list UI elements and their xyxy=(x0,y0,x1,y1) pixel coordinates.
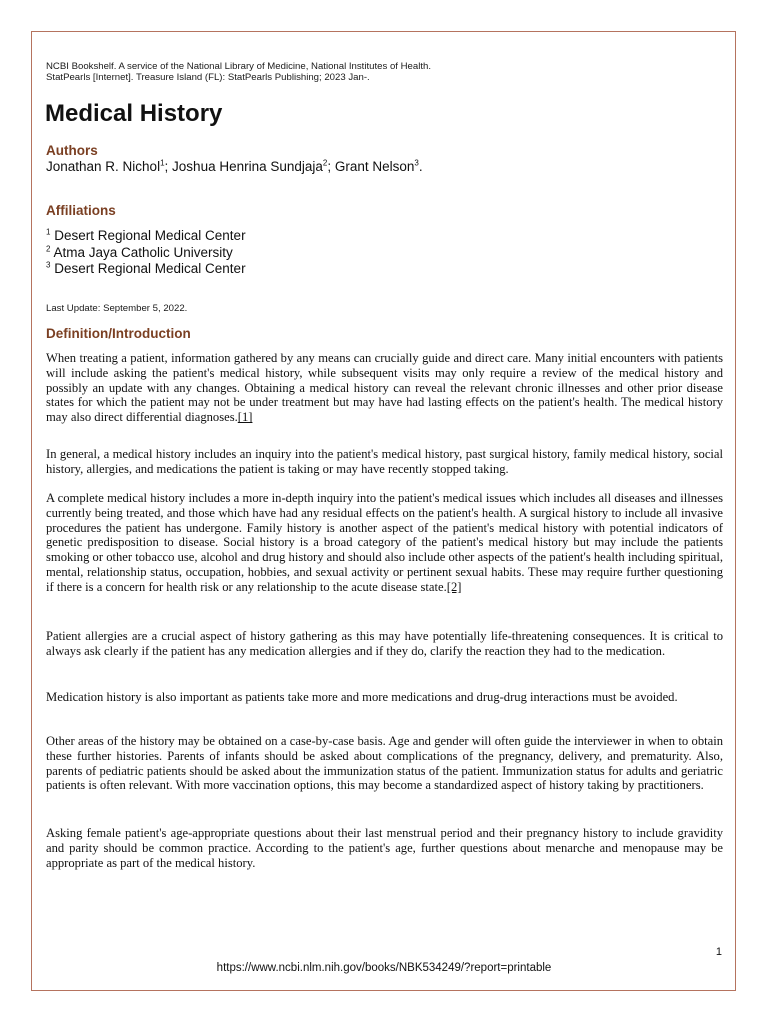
reference-link-2[interactable]: [2] xyxy=(446,579,462,594)
paragraph-text: In general, a medical history includes an inquiry into the patient's medical history, past surgical history, family medical history, social history, allergies, and medications the patient is taking or may have recently stopped taking. xyxy=(46,447,723,476)
affiliation-number: 3 xyxy=(46,260,51,270)
author-affiliation-number: 3 xyxy=(414,158,419,168)
affiliation-name: Atma Jaya Catholic University xyxy=(53,245,233,260)
paragraph-text: Patient allergies are a crucial aspect of history gathering as this may have potentially life-threatening consequences. It is critical to always ask clearly if the patient has any medication allergies and if they do, clarify the reaction they had to the medication. xyxy=(46,629,723,658)
affiliation-item xyxy=(46,245,233,261)
paragraph-text: Asking female patient's age-appropriate questions about their last menstrual period and their pregnancy history to include gravidity and parity should be common practice. According to the patient's age, further questions about menarche and menopause may be appropriate as part of the medical history. xyxy=(46,826,723,870)
body-paragraph xyxy=(46,447,723,477)
footer-url: https://www.ncbi.nlm.nih.gov/books/NBK534249/?report=printable xyxy=(216,962,552,974)
page-number: 1 xyxy=(715,946,722,958)
affiliations-heading: Affiliations xyxy=(46,203,116,218)
body-paragraph xyxy=(46,734,723,793)
paragraph-text: Other areas of the history may be obtained on a case-by-case basis. Age and gender will often guide the interviewer in when to obtain these further histories. Parents of infants should be asked about complications of the pregnancy, delivery, and prematurity. Also, parents of pediatric patients should be asked about the immunization status of the patient. Immunization status for adults and geriatric patients is often relevant. With more vaccination options, this may become a standardized aspect of history taking by practitioners. xyxy=(46,734,723,793)
source-line-2: StatPearls [Internet]. Treasure Island (FL): StatPearls Publishing; 2023 Jan-. xyxy=(46,72,370,83)
body-paragraph xyxy=(46,690,723,705)
author-separator: ; xyxy=(164,159,173,174)
authors-heading: Authors xyxy=(46,143,98,158)
body-paragraph xyxy=(46,629,723,659)
affiliation-number: 2 xyxy=(46,244,51,254)
body-paragraph xyxy=(46,491,723,595)
author-affiliation-number: 1 xyxy=(160,158,165,168)
affiliation-item xyxy=(46,261,246,277)
body-paragraph xyxy=(46,826,723,870)
page-title: Medical History xyxy=(45,100,223,127)
author-name: Jonathan R. Nichol xyxy=(46,159,161,174)
definition-introduction-heading: Definition/Introduction xyxy=(46,326,191,341)
author-separator: . xyxy=(418,159,423,174)
paragraph-text: Medication history is also important as patients take more and more medications and drug-drug interactions must be avoided. xyxy=(46,690,678,704)
affiliation-name: Desert Regional Medical Center xyxy=(54,228,246,243)
author-name: Grant Nelson xyxy=(334,159,415,174)
paragraph-text: A complete medical history includes a more in-depth inquiry into the patient's medical issues which includes all diseases and illnesses currently being treated, and those which have had any residual effects on the patient's health. A surgical history to include all invasive procedures the patient has undergone. Family history is another aspect of the patient's medical history with potential indicators of genetic predisposition to disease. Social history is a broad category of the patient's medical history but may include the patients smoking or other tobacco use, alcohol and drug history and should also include other aspects of the patient's health including spiritual, mental, relationship status, occupation, hobbies, and sexual activity or pertinent sexual habits. These may require further questioning if there is a concern for health risk or any relationship to the acute disease state. xyxy=(46,491,723,594)
affiliation-number: 1 xyxy=(46,227,51,237)
authors-list xyxy=(46,158,423,175)
reference-link-1[interactable]: [1] xyxy=(237,410,253,425)
author-separator: ; xyxy=(327,159,335,174)
paragraph-text: When treating a patient, information gathered by any means can crucially guide and direct care. Many initial encounters with patients will include asking the patient's medical history, while subsequent visits may only require a review of the medical history and possibly an update with any changes. Obtaining a medical history can reveal the relevant chronic illnesses and other prior disease states for which the patient may not be under treatment but may have had lasting effects on the patient's health. The medical history may also direct differential diagnoses. xyxy=(46,351,723,425)
author-name: Joshua Henrina Sundjaja xyxy=(172,159,323,174)
last-update: Last Update: September 5, 2022. xyxy=(46,303,188,314)
body-paragraph xyxy=(46,351,723,425)
affiliation-item xyxy=(46,228,246,244)
author-affiliation-number: 2 xyxy=(322,158,328,168)
affiliation-name: Desert Regional Medical Center xyxy=(54,261,246,276)
source-line-1: NCBI Bookshelf. A service of the National Library of Medicine, National Institutes of Health. xyxy=(46,61,432,72)
